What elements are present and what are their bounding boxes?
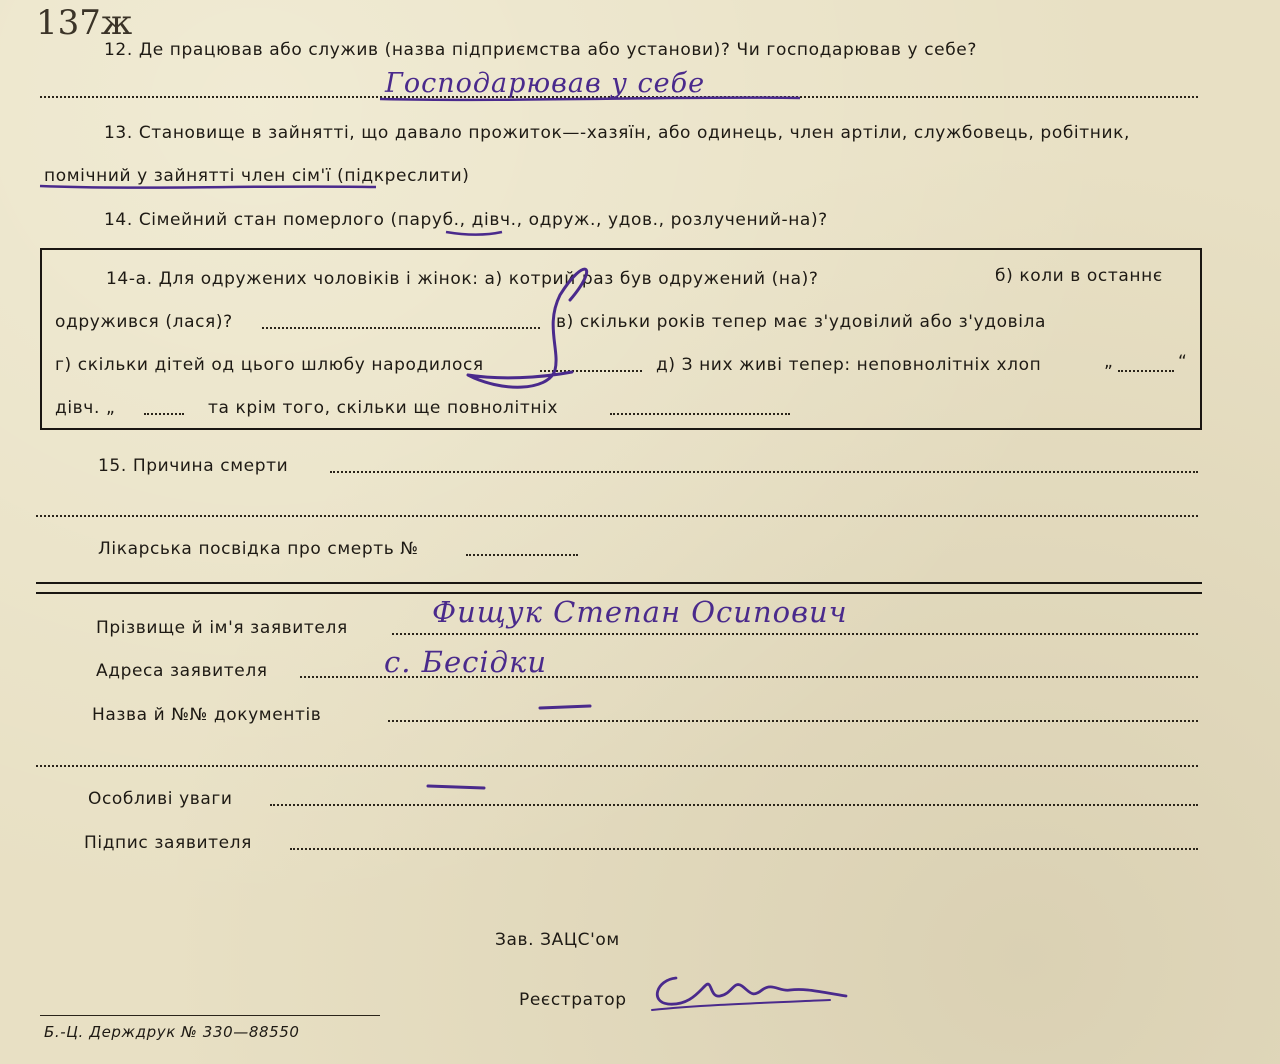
q12-question: 12. Де працював або служив (назва підприємства або установи)? Чи господарював у себе? [104,40,977,60]
q14a-line-1b: б) коли в останнє [995,266,1163,286]
archive-number: 137ж [36,3,133,43]
applicant-name-label: Прізвище й ім'я заявителя [96,618,348,638]
printer-imprint: Б.-Ц. Держдрук № 330—88550 [44,1023,300,1041]
q14a-line-2a: одружився (лася)? [55,312,233,332]
documents-line [388,720,1198,722]
documents-label: Назва й №№ документів [92,705,322,725]
zags-head-label: Зав. ЗАЦС'ом [495,930,620,950]
q15-answer-line [330,471,1198,473]
applicant-signature-label: Підпис заявителя [84,833,252,853]
q14a-line-3-blank-2 [1118,370,1174,372]
q14a-line-3a: г) скільки дітей од цього шлюбу народилося [55,355,484,375]
q14a-line-3-open-quote: „ [1104,352,1114,372]
q12-handwritten-answer: Господарював у себе [385,68,706,99]
q14a-line-3-close-quote: “ [1178,352,1188,372]
medical-certificate-label: Лікарська посвідка про смерть № [98,539,419,559]
special-notes-label: Особливі уваги [88,789,233,809]
applicant-signature-line [290,848,1198,850]
applicant-address-label: Адреса заявителя [96,661,268,681]
q14a-line-2-blank [262,327,540,329]
q14-question: 14. Сімейний стан померлого (паруб., дівч., одруж., удов., розлучений-на)? [104,210,828,230]
q14a-line-4-blank [144,413,184,415]
q14a-line-4b: та крім того, скільки ще повнолітніх [208,398,559,418]
applicant-name-line [392,633,1198,635]
q14a-line-3-blank [540,370,642,372]
q14a-line-3b: д) З них живі тепер: неповнолітніх хлоп [656,355,1042,375]
q15-answer-line-2 [36,515,1198,517]
q13-line-2: помічний у зайнятті член сім'ї (підкреслити) [44,166,470,186]
applicant-address-handwritten: с. Бесідки [384,645,548,679]
q14a-line-1a: 14-а. Для одружених чоловіків і жінок: а) котрий раз був одружений (на)? [106,269,819,289]
q14a-line-4-blank-2 [610,413,790,415]
q15-label: 15. Причина смерти [98,456,289,476]
section-divider-top [36,582,1202,584]
q14a-line-2b: в) скільки років тепер має з'удовілий або з'удовіла [556,312,1047,332]
documents-line-2 [36,765,1198,767]
special-notes-line [270,804,1198,806]
imprint-rule [40,1015,380,1016]
section-divider-bottom [36,592,1202,594]
applicant-name-handwritten: Фищук Степан Осипович [432,595,848,629]
medical-certificate-line [466,554,578,556]
q13-line-1: 13. Становище в зайнятті, що давало прожиток—-хазяїн, або одинець, член артіли, службовець, робітник, [104,123,1130,143]
registrar-label: Реєстратор [519,990,627,1010]
q14a-line-4a: дівч. „ [55,398,116,418]
